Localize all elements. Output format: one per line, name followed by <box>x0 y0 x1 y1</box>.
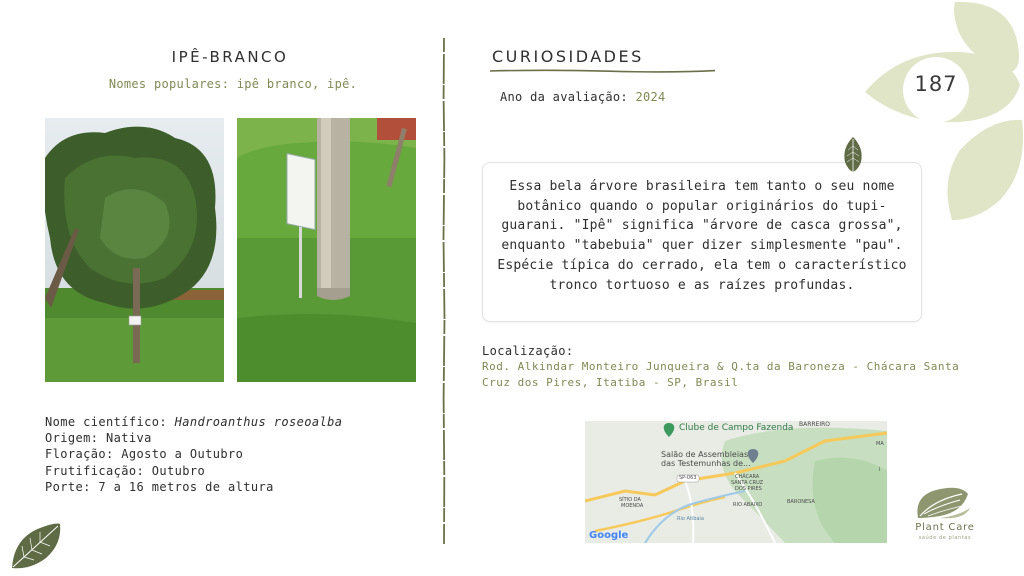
map-label-rio-abaixo: RIO ABAIXO <box>733 502 763 508</box>
map-label-road: SP-063 <box>679 475 697 481</box>
popular-names-value: ipê branco, ipê. <box>236 77 358 91</box>
size-row <box>45 479 342 495</box>
map-label-chacara-3: DOS PIRES <box>735 486 762 492</box>
tree-photo <box>45 118 224 382</box>
curiosity-text: Essa bela árvore brasileira tem tanto o seu nome botânico quando o popular originários do tupi-guarani. "Ipê" significa "árvore de casca grossa", enquanto "tabebuia" quer dizer simplesmente "pau". Espécie típica do cerrado, ela tem o característico tronco tortuoso e as raízes profundas. <box>497 179 907 293</box>
evaluation-year <box>500 90 666 104</box>
flowering-row <box>45 446 342 462</box>
popular-names <box>0 77 466 91</box>
curiosity-card <box>482 162 922 322</box>
trunk-photo <box>237 118 416 382</box>
map-label-sitio-2: MOENDA <box>621 503 644 509</box>
location-label: Localização: <box>482 344 574 358</box>
year-label: Ano da avaliação: <box>500 90 636 104</box>
map-label-baronesa: BARONESA <box>787 499 815 505</box>
size-value: 7 a 16 metros de altura <box>98 479 274 494</box>
map-label-barreiro: BARREIRO <box>799 421 831 428</box>
map-label-i: I <box>879 467 881 473</box>
fruiting-row <box>45 463 342 479</box>
map-label-river: Rio Atibaia <box>677 516 704 522</box>
plant-info <box>45 414 342 495</box>
logo-name: Plant Care <box>915 522 975 533</box>
map-label-salao-1: Salão de Assembleias <box>661 450 749 459</box>
map-label-sitio-1: SÍTIO DA <box>619 497 641 503</box>
title-underline <box>490 68 715 74</box>
column-divider <box>442 38 446 544</box>
scientific-name-row <box>45 414 342 430</box>
leaf-icon <box>10 522 62 570</box>
plant-care-logo <box>900 486 990 546</box>
flowering-value: Agosto a Outubro <box>121 447 244 462</box>
scientific-name-label: Nome científico: <box>45 415 175 429</box>
map-label-club: Clube de Campo Fazenda <box>679 423 794 433</box>
fruiting-value: Outubro <box>151 463 206 478</box>
plant-title: IPÊ-BRANCO <box>171 48 289 66</box>
fruiting-label: Frutificação: <box>45 463 152 478</box>
logo-tagline: saúde de plantas <box>918 535 972 541</box>
location-value: Rod. Alkindar Monteiro Junqueira & Q.ta da Baroneza - Chácara Santa Cruz dos Pires, Itatiba - SP, Brasil <box>482 360 960 389</box>
map-label-chacara-2: SANTA CRUZ <box>731 480 764 486</box>
origin-value: Nativa <box>106 431 152 446</box>
curiosities-title: CURIOSIDADES <box>492 47 644 66</box>
flowering-label: Floração: <box>45 447 122 462</box>
origin-label: Origem: <box>45 431 106 446</box>
google-logo: Google <box>589 530 629 541</box>
size-label: Porte: <box>45 479 99 494</box>
year-value: 2024 <box>635 90 666 104</box>
map-label-chacara-1: CHÁCARA <box>735 474 760 480</box>
scientific-name-value: Handroanthus roseoalba <box>174 415 343 429</box>
map-label-salao-2: das Testemunhas de... <box>661 459 751 468</box>
popular-names-label: Nomes populares: <box>108 77 237 91</box>
origin-row <box>45 430 342 446</box>
page-number: 187 <box>914 72 958 96</box>
location-map[interactable] <box>585 421 887 543</box>
map-label-ma: MA <box>876 441 884 447</box>
decorative-leaves-icon <box>860 0 1024 225</box>
